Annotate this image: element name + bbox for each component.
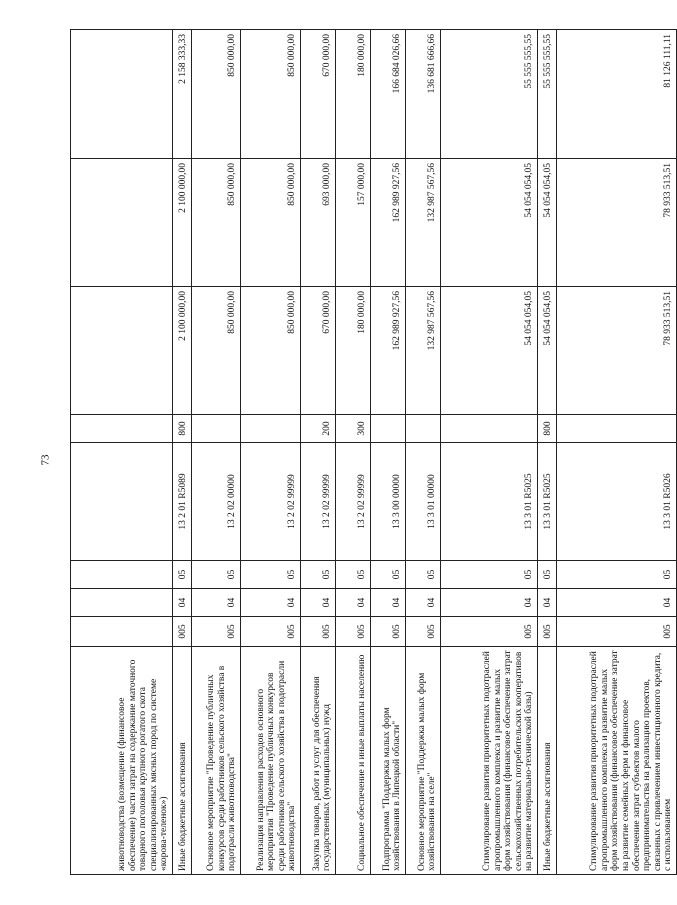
row-name: Закупка товаров, работ и услуг для обеспечения государственных (муниципальных) нужд: [301, 647, 336, 875]
expense-type-code: [192, 415, 241, 443]
section-code: 04: [173, 589, 192, 617]
budget-table: [70, 29, 677, 875]
amount-year-2: 54 054 054,05: [538, 159, 557, 287]
amount-year-2: 850 000,00: [192, 159, 241, 287]
amount-year-1: 132 987 567,56: [406, 287, 441, 415]
target-article-code: 13 2 02 99999: [241, 443, 301, 561]
ved-code: 005: [441, 617, 538, 647]
section-code: 04: [557, 589, 677, 617]
table-row: [71, 30, 173, 875]
target-article-code: 13 2 02 99999: [336, 443, 371, 561]
ved-code: 005: [173, 617, 192, 647]
subsection-code: 05: [441, 561, 538, 589]
section-code: 04: [192, 589, 241, 617]
ved-code: 005: [406, 617, 441, 647]
table-row: [173, 30, 192, 875]
amount-year-1: 54 054 054,05: [538, 287, 557, 415]
ved-code: 005: [241, 617, 301, 647]
amount-year-3: [71, 30, 173, 159]
amount-year-2: 78 933 513,51: [557, 159, 677, 287]
table-row: [538, 30, 557, 875]
amount-year-3: 850 000,00: [241, 30, 301, 159]
row-name: Реализация направления расходов основного мероприятия "Проведение публичных конкурсов среди работников сельского хозяйства в подотрасли животноводства": [241, 647, 301, 875]
row-name: Стимулирование развития приоритетных подотраслей агропромышленного комплекса и развитие малых форм хозяйствования (финансовое обеспечение затрат на развитие семейных ферм и финансовое обеспечение затрат субъектов малого предпринимательства на реализацию проектов, связанных с привлечением инвестиционного кредита, с использованием: [557, 647, 677, 875]
expense-type-code: 200: [301, 415, 336, 443]
budget-table-wrapper: [70, 30, 674, 875]
subsection-code: 05: [241, 561, 301, 589]
amount-year-1: [71, 287, 173, 415]
subsection-code: [71, 561, 173, 589]
table-row: [301, 30, 336, 875]
subsection-code: 05: [192, 561, 241, 589]
amount-year-1: 78 933 513,51: [557, 287, 677, 415]
expense-type-code: [557, 415, 677, 443]
expense-type-code: 800: [538, 415, 557, 443]
section-code: 04: [538, 589, 557, 617]
target-article-code: 13 3 01 R5026: [557, 443, 677, 561]
page-number: 73: [39, 454, 52, 466]
ved-code: [71, 617, 173, 647]
amount-year-2: 162 989 927,56: [371, 159, 406, 287]
target-article-code: 13 2 02 99999: [301, 443, 336, 561]
amount-year-1: 850 000,00: [241, 287, 301, 415]
table-row: [192, 30, 241, 875]
section-code: 04: [406, 589, 441, 617]
table-row: [557, 30, 677, 875]
expense-type-code: [406, 415, 441, 443]
expense-type-code: [441, 415, 538, 443]
subsection-code: 05: [538, 561, 557, 589]
section-code: 04: [371, 589, 406, 617]
amount-year-1: 54 054 054,05: [441, 287, 538, 415]
target-article-code: 13 3 00 00000: [371, 443, 406, 561]
row-name: Стимулирование развития приоритетных подотраслей агропромышленного комплекса и развитие малых форм хозяйствования (финансовое обеспечение затрат сельскохозяйственных потребительских кооперативов на развитие материально-технической базы): [441, 647, 538, 875]
ved-code: 005: [336, 617, 371, 647]
subsection-code: 05: [301, 561, 336, 589]
amount-year-2: 132 987 567,56: [406, 159, 441, 287]
table-row: [336, 30, 371, 875]
table-row: [241, 30, 301, 875]
expense-type-code: [241, 415, 301, 443]
rotated-table-area: [70, 30, 674, 875]
target-article-code: 13 3 01 R5025: [441, 443, 538, 561]
row-name: Социальное обеспечение и иные выплаты населению: [336, 647, 371, 875]
ved-code: 005: [538, 617, 557, 647]
amount-year-2: 2 100 000,00: [173, 159, 192, 287]
expense-type-code: 300: [336, 415, 371, 443]
amount-year-3: 2 158 333,33: [173, 30, 192, 159]
row-name: животноводства (возмещение (финансовое обеспечение) части затрат на содержание маточного товарного поголовья крупного рогатого скота специализированных мясных пород по системе «корова-теленок»): [71, 647, 173, 875]
target-article-code: [71, 443, 173, 561]
amount-year-1: 180 000,00: [336, 287, 371, 415]
row-name: Иные бюджетные ассигнования: [538, 647, 557, 875]
amount-year-2: [71, 159, 173, 287]
subsection-code: 05: [336, 561, 371, 589]
ved-code: 005: [371, 617, 406, 647]
section-code: 04: [241, 589, 301, 617]
expense-type-code: [71, 415, 173, 443]
row-name: Иные бюджетные ассигнования: [173, 647, 192, 875]
ved-code: 005: [301, 617, 336, 647]
amount-year-3: 166 684 026,66: [371, 30, 406, 159]
section-code: [71, 589, 173, 617]
target-article-code: 13 2 02 00000: [192, 443, 241, 561]
amount-year-3: 55 555 555,55: [538, 30, 557, 159]
subsection-code: 05: [371, 561, 406, 589]
row-name: Основное мероприятие "Проведение публичных конкурсов среди работников сельского хозяйства в подотрасли животноводства": [192, 647, 241, 875]
ved-code: 005: [192, 617, 241, 647]
section-code: 04: [301, 589, 336, 617]
section-code: 04: [336, 589, 371, 617]
expense-type-code: [371, 415, 406, 443]
target-article-code: 13 3 01 00000: [406, 443, 441, 561]
expense-type-code: 800: [173, 415, 192, 443]
amount-year-3: 180 000,00: [336, 30, 371, 159]
amount-year-1: 2 100 000,00: [173, 287, 192, 415]
row-name: Основное мероприятие "Поддержка малых форм хозяйствования на селе": [406, 647, 441, 875]
amount-year-1: 162 989 927,56: [371, 287, 406, 415]
subsection-code: 05: [406, 561, 441, 589]
table-row: [406, 30, 441, 875]
subsection-code: 05: [557, 561, 677, 589]
amount-year-1: 670 000,00: [301, 287, 336, 415]
target-article-code: 13 3 01 R5025: [538, 443, 557, 561]
table-row: [371, 30, 406, 875]
amount-year-2: 693 000,00: [301, 159, 336, 287]
amount-year-3: 136 681 666,66: [406, 30, 441, 159]
table-row: [441, 30, 538, 875]
amount-year-2: 850 000,00: [241, 159, 301, 287]
row-name: Подпрограмма "Поддержка малых форм хозяйствования в Липецкой области": [371, 647, 406, 875]
amount-year-2: 54 054 054,05: [441, 159, 538, 287]
ved-code: 005: [557, 617, 677, 647]
subsection-code: 05: [173, 561, 192, 589]
amount-year-3: 850 000,00: [192, 30, 241, 159]
target-article-code: 13 2 01 R5089: [173, 443, 192, 561]
amount-year-3: 55 555 555,55: [441, 30, 538, 159]
amount-year-2: 157 000,00: [336, 159, 371, 287]
amount-year-3: 81 126 111,11: [557, 30, 677, 159]
section-code: 04: [441, 589, 538, 617]
amount-year-3: 670 000,00: [301, 30, 336, 159]
amount-year-1: 850 000,00: [192, 287, 241, 415]
